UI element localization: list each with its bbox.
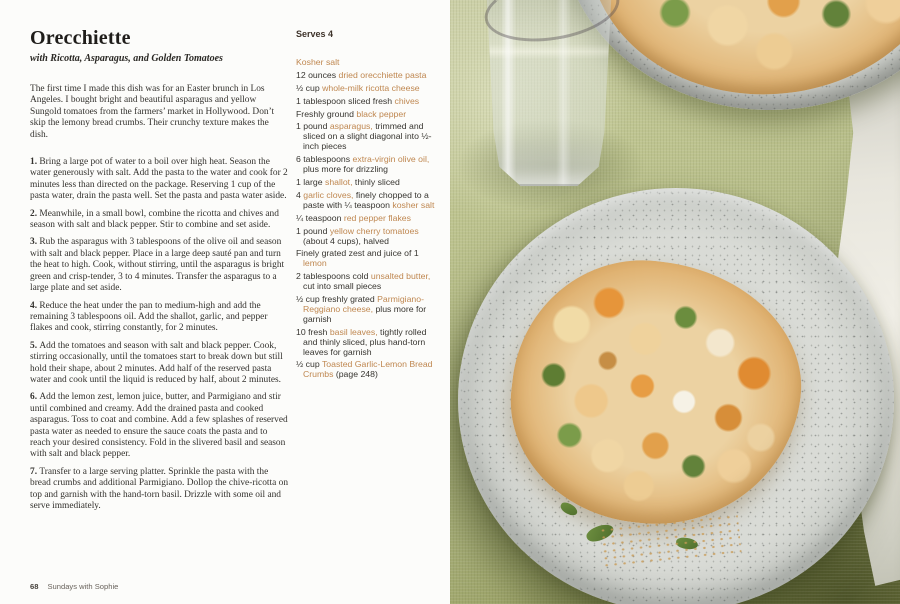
ingredient-item: ½ cup whole-milk ricotta cheese: [296, 82, 420, 93]
recipe-step: 5. Add the tomatoes and season with salt and black pepper. Cook, stirring occasionally, until the tomatoes start to break down but still hold their shape, about 2 minutes. Add half of the reserved pasta water and cook until the liquid is reduced by half, about 2 minutes.: [30, 340, 283, 385]
recipe-step: 2. Meanwhile, in a small bowl, combine the ricotta and chives and season with salt and black pepper. Stir to combine and set aside.: [30, 208, 279, 231]
ingredient-highlight: shallot,: [324, 176, 353, 187]
ingredient-item: 1 large shallot, thinly sliced: [296, 176, 400, 187]
recipe-step: 1. Bring a large pot of water to a boil over high heat. Season the water generously with salt. Add the pasta to the water and cook for 2 minutes less than directed on the package. Reserving 1 cup of the pasta water, drain the pasta well. Set the pasta and pasta water aside.: [30, 157, 288, 202]
page-number: 68: [30, 582, 39, 591]
serves-label: Serves 4: [296, 29, 334, 39]
ingredients-column: [296, 30, 440, 383]
ingredient-highlight: black pepper: [356, 108, 407, 119]
recipe-intro: The first time I made this dish was for an Easter brunch in Los Angeles. I bought bright and beautiful asparagus and yellow Sungold tomatoes from the farmers’ market in Hollywood. Don’t skip the lemony bread crumbs. Their crunchy texture makes the dish.: [30, 84, 275, 140]
page-footer: [30, 582, 118, 591]
ingredients-list: [296, 58, 440, 380]
ingredient-highlight: asparagus,: [329, 121, 373, 132]
recipe-text-column: [30, 27, 289, 518]
dish-photo: [450, 0, 900, 604]
ingredient-item: Finely grated zest and juice of 1 lemon: [296, 248, 419, 269]
ingredient-item: 1 pound yellow cherry tomatoes (about 4 cups), halved: [296, 225, 419, 246]
ingredient-highlight: basil leaves,: [329, 326, 378, 337]
recipe-subtitle: with Ricotta, Asparagus, and Golden Tomatoes: [30, 53, 223, 64]
recipe-title: Orecchiette: [30, 27, 131, 49]
recipe-steps: [30, 157, 289, 512]
ingredient-highlight: Parmigiano-Reggiano cheese,: [303, 294, 424, 314]
ingredient-item: 1 tablespoon sliced fresh chives: [296, 95, 420, 106]
ingredient-highlight: Kosher salt: [296, 56, 340, 67]
step-number: 2.: [30, 208, 38, 219]
step-number: 6.: [30, 392, 38, 403]
ingredient-highlight: chives: [394, 95, 420, 106]
book-title: Sundays with Sophie: [47, 582, 119, 591]
recipe-step: 4. Reduce the heat under the pan to medium-high and add the remaining 3 tablespoons oil. Add the shallot, garlic, and pepper flakes and cook, stirring constantly, for 2 minutes.: [30, 300, 268, 334]
ingredient-highlight: lemon: [303, 258, 327, 269]
ingredient-highlight: unsalted butter,: [370, 271, 431, 282]
step-number: 1.: [30, 157, 38, 168]
ingredient-highlight: Toasted Garlic-Lemon Bread Crumbs: [303, 359, 433, 380]
ingredient-item: 6 tablespoons extra-virgin olive oil, plus more for drizzling: [296, 154, 430, 175]
ingredient-item: 10 fresh basil leaves, tightly rolled and thinly sliced, plus hand-torn leaves for garnish: [296, 326, 427, 357]
ingredient-highlight: dried orecchiette pasta: [338, 69, 427, 80]
ingredient-item: 12 ounces dried orecchiette pasta: [296, 69, 427, 80]
ingredient-highlight: whole-milk ricotta cheese: [322, 82, 420, 93]
step-number: 7.: [30, 466, 38, 477]
recipe-step: 3. Rub the asparagus with 3 tablespoons of the olive oil and season with salt and black pepper. Place in a large deep sauté pan and turn the heat to high. Cook, without stirring, until the asparagus is bright green and crisp-tender, 3 to 4 minutes. Transfer the asparagus to a large plate and set aside.: [30, 237, 285, 294]
ingredient-item: 2 tablespoons cold unsalted butter, cut into small pieces: [296, 271, 431, 292]
ingredient-item: [296, 58, 440, 68]
ingredient-item: ½ cup Toasted Garlic-Lemon Bread Crumbs (page 248): [296, 359, 433, 380]
ingredient-item: ½ cup freshly grated Parmigiano-Reggiano cheese, plus more for garnish: [296, 294, 427, 324]
ingredient-highlight: red pepper flakes: [343, 212, 411, 223]
ingredient-highlight: kosher salt: [392, 199, 435, 210]
step-number: 4.: [30, 300, 38, 311]
ingredient-item: ¼ teaspoon red pepper flakes: [296, 212, 411, 223]
ingredient-item: 4 garlic cloves, finely chopped to a paste with ¼ teaspoon kosher salt: [296, 189, 435, 210]
ingredient-item: Freshly ground black pepper: [296, 108, 407, 119]
ingredient-highlight: garlic cloves,: [303, 189, 354, 200]
recipe-step: 7. Transfer to a large serving platter. Sprinkle the pasta with the bread crumbs and additional Parmigiano. Dollop the chive-ricotta on top and garnish with the hand-torn basil. Drizzle with some oil and serve immediately.: [30, 466, 289, 511]
step-number: 3.: [30, 237, 38, 248]
recipe-step: 6. Add the lemon zest, lemon juice, butter, and Parmigiano and stir until combined and creamy. Add the drained pasta and cooked asparagus. Toss to coat and combine. Add a few splashes of reserved pasta water as needed to ensure the sauce coats the pasta and to reach your desired consistency. Fold in the slivered basil and season with salt and black pepper.: [30, 392, 288, 460]
ingredient-highlight: yellow cherry tomatoes: [329, 225, 419, 236]
step-number: 5.: [30, 340, 38, 351]
ingredient-item: 1 pound asparagus, trimmed and sliced on a slight diagonal into ½-inch pieces: [296, 121, 432, 152]
ingredient-highlight: extra-virgin olive oil,: [352, 154, 430, 165]
